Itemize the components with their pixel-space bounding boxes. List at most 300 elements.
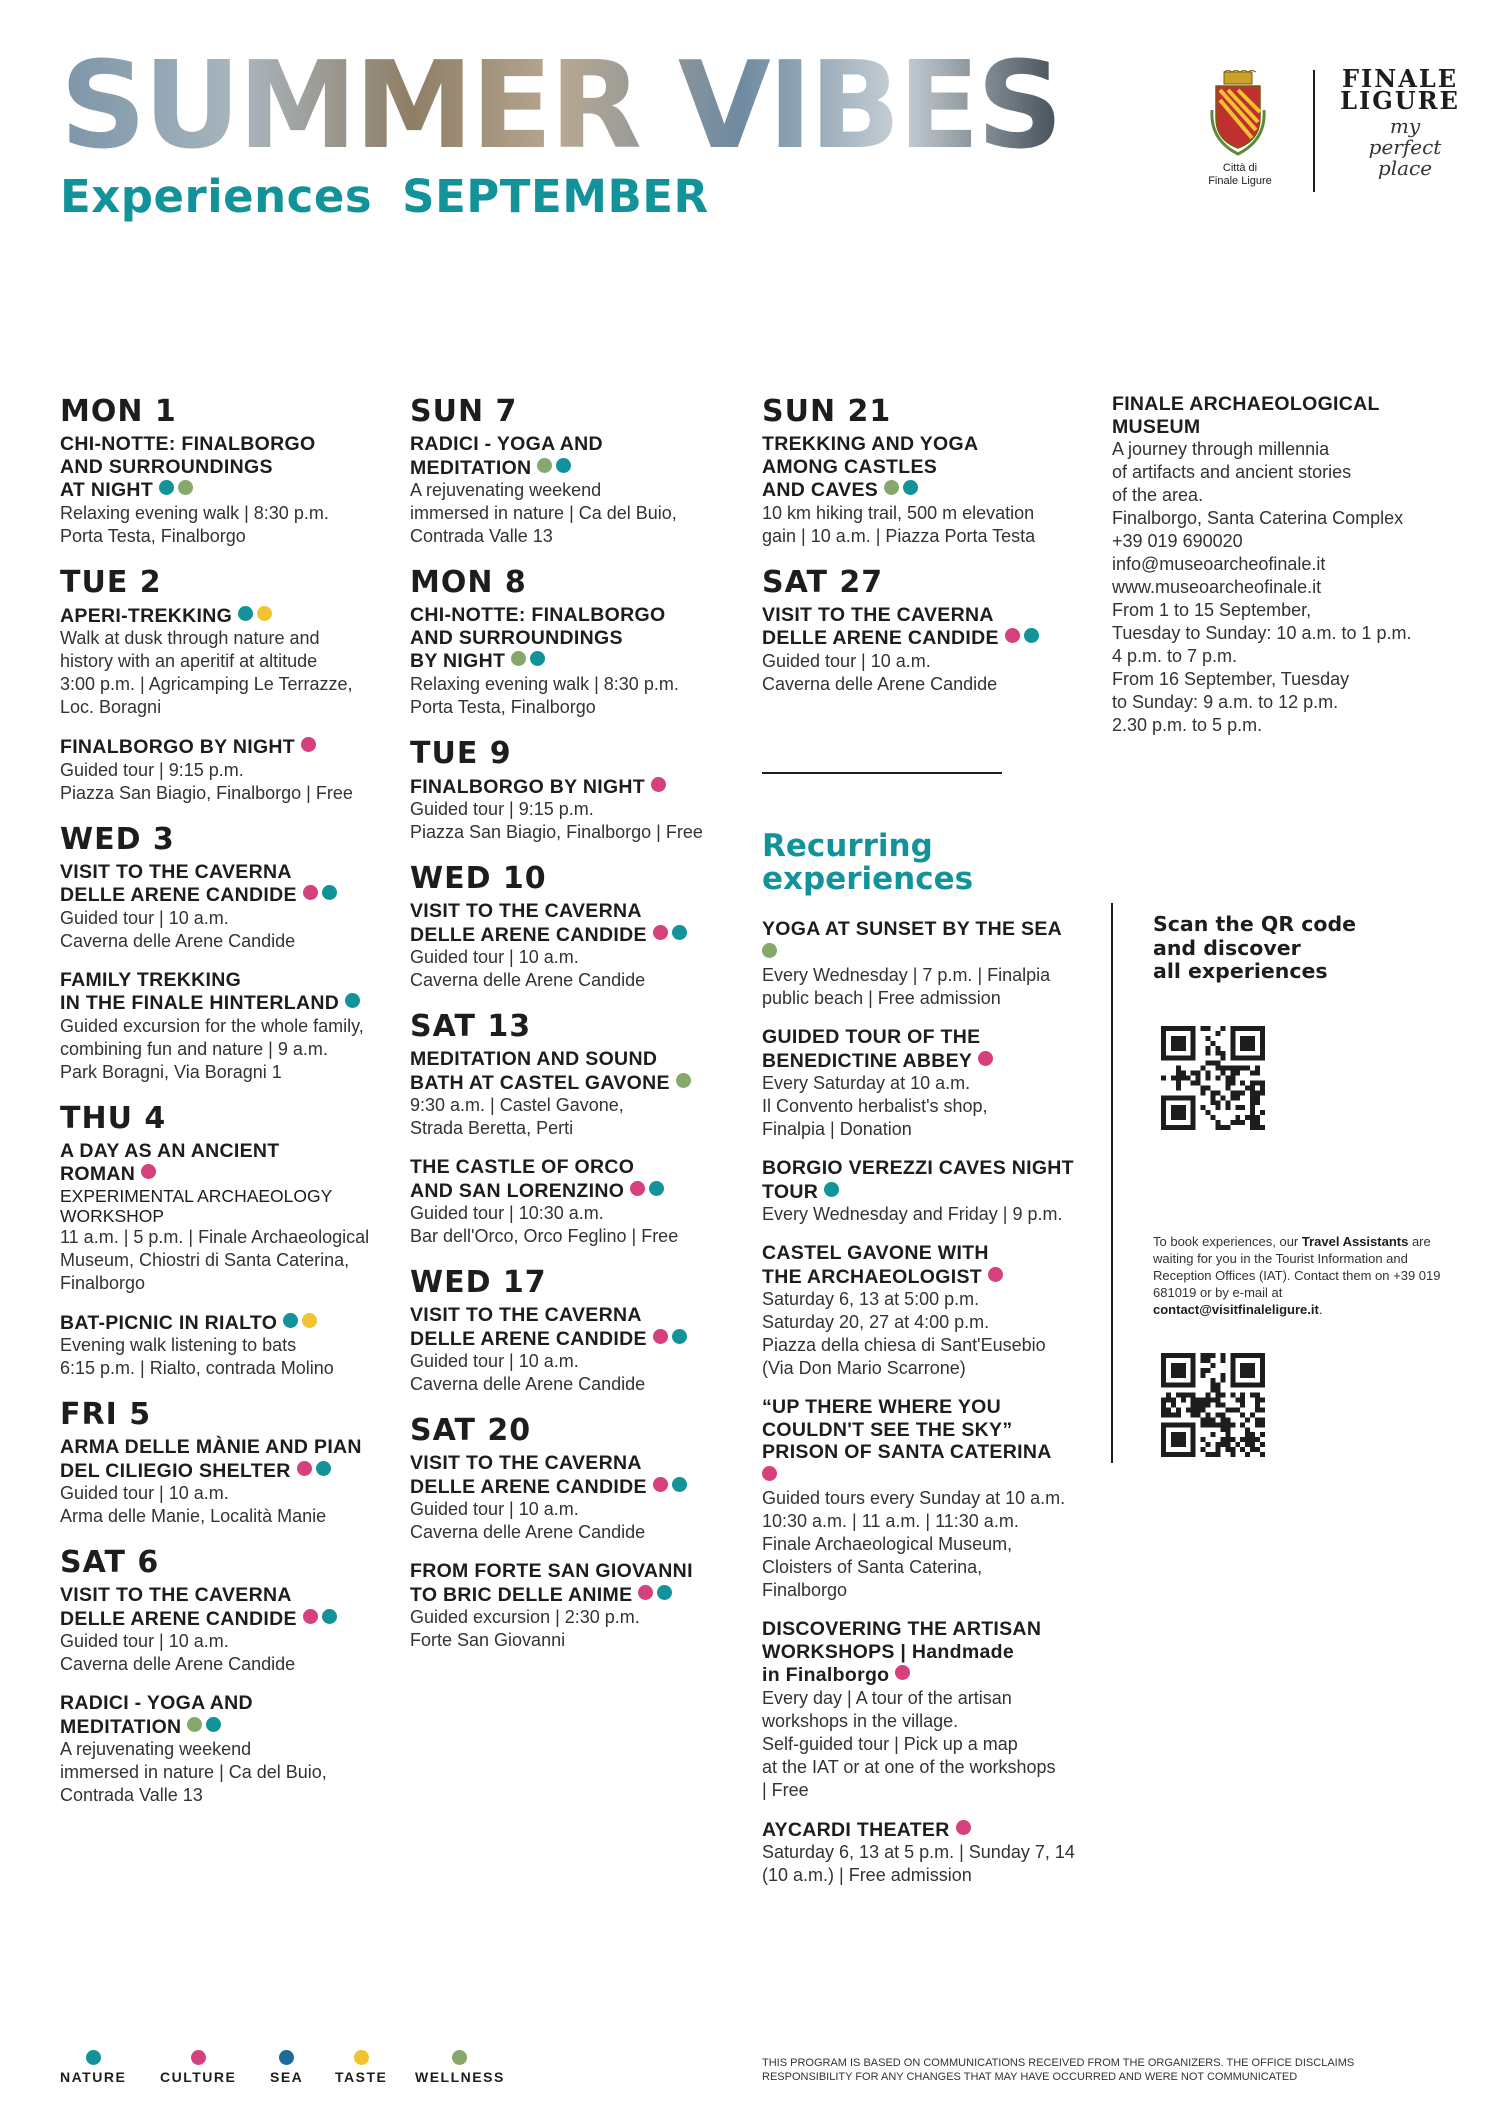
event-title-line: FAMILY TREKKING — [60, 968, 242, 991]
subtitle — [60, 170, 709, 223]
booking-email-link[interactable]: contact@visitfinaleligure.it — [1153, 1302, 1319, 1317]
day-heading: SUN 21 — [762, 394, 892, 429]
event-title-line: GUIDED TOUR OF THE — [762, 1026, 981, 1048]
category-dots — [187, 1715, 225, 1738]
nature-dot — [283, 1313, 298, 1328]
event-detail-line: Bar dell'Orco, Orco Feglino | Free — [410, 1226, 679, 1246]
event-title-line: AMONG CASTLES — [762, 455, 938, 478]
event-title-line: TOUR — [762, 1180, 819, 1203]
event-title-line: IN THE FINALE HINTERLAND — [60, 992, 340, 1014]
event — [60, 1584, 395, 1676]
booking-text: or by e-mail at — [1196, 1285, 1283, 1300]
culture-dot — [651, 777, 666, 792]
event-detail-line: Forte San Giovanni — [410, 1630, 566, 1650]
category-dots — [283, 1311, 321, 1334]
event-title-line: VISIT TO THE CAVERNA — [60, 1584, 292, 1606]
culture-dot — [762, 1466, 777, 1481]
event-details — [762, 1072, 1092, 1141]
event-title-line: VISIT TO THE CAVERNA — [60, 860, 292, 883]
category-dots — [238, 604, 276, 627]
day-heading: SUN 7 — [410, 394, 518, 429]
event-detail-line: 3:00 p.m. | Agricamping Le Terrazze, — [60, 674, 353, 694]
event-detail-line: Contrada Valle 13 — [60, 1785, 203, 1805]
event-detail-line: Every Wednesday | 7 p.m. | Finalpia — [762, 965, 1051, 985]
event-title-line: DELLE ARENE CANDIDE — [410, 923, 647, 946]
event-detail-line: Piazza San Biagio, Finalborgo | Free — [60, 782, 353, 803]
event-title — [60, 1436, 395, 1482]
category-dots — [653, 1327, 691, 1350]
day-heading: SAT 27 — [762, 564, 884, 600]
event-details — [762, 964, 1092, 1010]
event-detail-line: Guided tour | 10 a.m. — [60, 1483, 229, 1503]
category-dots — [345, 991, 364, 1014]
museum-website-link[interactable]: www.museoarcheofinale.it — [1112, 577, 1322, 597]
event-subtitle-line: EXPERIMENTAL ARCHAEOLOGY — [60, 1185, 333, 1206]
event-title — [60, 1584, 395, 1630]
event — [762, 1818, 1092, 1888]
nature-dot — [556, 458, 571, 473]
taste-dot — [354, 2050, 369, 2065]
disclaimer-line: RESPONSIBILITY FOR ANY CHANGES THAT MAY HAVE OCCURRED AND WERE NOT COMMUNICATED — [762, 2071, 1298, 2083]
museum-hours-line: From 1 to 15 September, — [1112, 600, 1312, 620]
qr-code-icon[interactable] — [1161, 1026, 1265, 1130]
event-detail-line: Guided tour | 10 a.m. — [410, 947, 579, 967]
event-details — [60, 1015, 395, 1084]
event-title-line: DELLE ARENE CANDIDE — [762, 627, 999, 649]
event-detail-line: Caverna delle Arene Candide — [60, 1654, 296, 1674]
event-title-line: FROM FORTE SAN GIOVANNI — [410, 1560, 693, 1582]
event-title — [762, 1242, 1092, 1288]
booking-text: . — [1318, 1302, 1323, 1317]
recurring-heading — [762, 830, 973, 896]
legend-label: SEA — [270, 2069, 304, 2085]
event — [762, 1242, 1092, 1380]
event-title — [60, 969, 395, 1015]
event-title-line: VISIT TO THE CAVERNA — [410, 1304, 642, 1326]
event-details — [410, 1606, 750, 1652]
day-heading: TUE 9 — [410, 735, 512, 771]
category-dots — [303, 1607, 341, 1630]
event-title-line: MEDITATION — [60, 1715, 182, 1738]
event — [762, 918, 1092, 1010]
category-dots — [884, 478, 922, 501]
event-details — [60, 1482, 395, 1528]
event-detail-line: Caverna delle Arene Candide — [60, 930, 296, 951]
event-detail-line: Guided tour | 10 a.m. — [60, 1631, 229, 1651]
event-subtitle — [60, 1186, 395, 1226]
event-title-line: RADICI - YOGA AND — [410, 433, 603, 455]
event-detail-line: 10:30 a.m. | 11 a.m. | 11:30 a.m. — [762, 1511, 1019, 1531]
museum-phone: +39 019 690020 — [1112, 531, 1243, 551]
event-details — [762, 1487, 1092, 1602]
event-detail-line: 9:30 a.m. | Castel Gavone, — [410, 1095, 624, 1115]
museum-hours-line: From 16 September, Tuesday — [1112, 669, 1350, 689]
event-title-line: AND CAVES — [762, 479, 879, 501]
crest-caption-line: Città di — [1222, 162, 1258, 174]
event-title-line: APERI-TREKKING — [60, 604, 233, 627]
event-detail-line: Porta Testa, Finalborgo — [60, 525, 246, 546]
museum-hours-line: 2.30 p.m. to 5 p.m. — [1112, 715, 1263, 735]
event-title-line: VISIT TO THE CAVERNA — [410, 900, 642, 922]
wellness-dot — [178, 480, 193, 495]
event-title-line: CHI-NOTTE: FINALBORGO — [60, 433, 316, 455]
museum-detail-line: of artifacts and ancient stories — [1112, 462, 1352, 482]
event-title-line: THE ARCHAEOLOGIST — [762, 1265, 982, 1288]
booking-info — [1153, 1233, 1443, 1318]
category-dots — [824, 1180, 843, 1203]
event — [762, 1618, 1092, 1802]
event-title-line: BENEDICTINE ABBEY — [762, 1049, 973, 1072]
category-dots — [762, 1464, 781, 1487]
event-title — [762, 1618, 1092, 1687]
taste-dot — [257, 606, 272, 621]
event-detail-line: workshops in the village. — [762, 1710, 959, 1731]
event-title — [762, 1157, 1092, 1203]
event — [410, 775, 750, 845]
culture-dot — [303, 1609, 318, 1624]
event-details — [60, 1334, 395, 1380]
event-title-line: MEDITATION AND SOUND — [410, 1048, 658, 1070]
nature-dot — [322, 1609, 337, 1624]
legend-label: CULTURE — [160, 2069, 237, 2085]
event — [410, 1452, 750, 1544]
subtitle-month: SEPTEMBER — [402, 170, 709, 223]
event-detail-line: Saturday 6, 13 at 5 p.m. | Sunday 7, 14 — [762, 1842, 1075, 1862]
event-details — [762, 1288, 1092, 1380]
culture-dot — [303, 885, 318, 900]
event-details — [762, 502, 1092, 548]
legend-label: NATURE — [60, 2069, 127, 2085]
event-title — [410, 1452, 750, 1498]
culture-dot — [191, 2050, 206, 2065]
event-detail-line: Guided excursion | 2:30 p.m. — [410, 1607, 640, 1627]
event-title-line: CHI-NOTTE: FINALBORGO — [410, 604, 666, 626]
event-detail-line: Saturday 20, 27 at 4:00 p.m. — [762, 1312, 990, 1332]
event-detail-line: Every Wednesday and Friday | 9 p.m. — [762, 1204, 1063, 1224]
event-details — [60, 759, 395, 805]
event-title-line: RADICI - YOGA AND — [60, 1692, 253, 1714]
nature-dot — [672, 1329, 687, 1344]
event-detail-line: Caverna delle Arene Candide — [410, 1374, 646, 1394]
recurring-heading-line: experiences — [762, 861, 974, 897]
day-heading: MON 1 — [60, 394, 177, 429]
category-dots — [653, 1475, 691, 1498]
event-detail-line: gain | 10 a.m. | Piazza Porta Testa — [762, 525, 1036, 546]
scan-line: all experiences — [1153, 959, 1328, 983]
event-title-line: MEDITATION — [410, 456, 532, 479]
event-detail-line: Guided tour | 10 a.m. — [410, 1351, 579, 1371]
wellness-dot — [884, 480, 899, 495]
nature-dot — [672, 925, 687, 940]
event-details — [410, 1350, 750, 1396]
event-title-line: ARMA DELLE MÀNIE AND PIAN — [60, 1436, 362, 1458]
event-detail-line: Park Boragni, Via Boragni 1 — [60, 1061, 282, 1082]
event-detail-line: Guided tour | 10 a.m. — [60, 907, 229, 928]
culture-dot — [301, 737, 316, 752]
event-detail-line: Cloisters of Santa Caterina, — [762, 1557, 983, 1577]
museum-title — [1112, 393, 1442, 438]
event — [762, 1157, 1092, 1226]
event-title — [60, 1311, 395, 1335]
event-detail-line: Piazza della chiesa di Sant'Eusebio — [762, 1335, 1046, 1355]
recurring-heading-line: Recurring — [762, 828, 933, 864]
event — [410, 900, 750, 992]
nature-dot — [86, 2050, 101, 2065]
event-detail-line: Saturday 6, 13 at 5:00 p.m. — [762, 1289, 980, 1309]
legend-nature — [60, 2050, 126, 2087]
event-title — [60, 604, 395, 628]
tagline-line: perfect — [1368, 135, 1442, 159]
nature-dot — [316, 1461, 331, 1476]
event-title — [410, 1304, 750, 1350]
event-detail-line: Every Saturday at 10 a.m. — [762, 1073, 971, 1093]
event-detail-line: Arma delle Manie, Località Manie — [60, 1506, 327, 1526]
event-detail-line: A rejuvenating weekend — [410, 480, 602, 500]
day-heading: FRI 5 — [60, 1397, 152, 1432]
event — [762, 433, 1092, 548]
day-heading: SAT 20 — [410, 1413, 532, 1448]
wellness-dot — [187, 1717, 202, 1732]
event-detail-line: 11 a.m. | 5 p.m. | Finale Archaeological — [60, 1226, 370, 1247]
event-title-line: FINALBORGO BY NIGHT — [410, 775, 646, 798]
event — [60, 735, 395, 805]
sea-dot — [279, 2050, 294, 2065]
museum-email-link[interactable]: info@museoarcheofinale.it — [1112, 554, 1326, 574]
event-detail-line: 6:15 p.m. | Rialto, contrada Molino — [60, 1358, 334, 1378]
event-detail-line: history with an aperitif at altitude — [60, 651, 318, 671]
event-details — [60, 502, 395, 548]
event-detail-line: Walk at dusk through nature and — [60, 628, 320, 648]
event — [410, 1560, 750, 1652]
culture-dot — [956, 1820, 971, 1835]
nature-dot — [824, 1182, 839, 1197]
event-details — [762, 1203, 1092, 1226]
culture-dot — [297, 1461, 312, 1476]
nature-dot — [657, 1585, 672, 1600]
event-details — [60, 907, 395, 953]
event-detail-line: Guided tours every Sunday at 10 a.m. — [762, 1488, 1066, 1508]
event — [762, 1396, 1092, 1602]
wellness-dot — [676, 1073, 691, 1088]
booking-phone: +39 019 681019 — [1153, 1268, 1441, 1300]
event-detail-line: Relaxing evening walk | 8:30 p.m. — [60, 502, 329, 523]
event-title-line: THE CASTLE OF ORCO — [410, 1156, 635, 1178]
event — [60, 1436, 395, 1528]
crest-caption-line: Finale Ligure — [1208, 175, 1272, 187]
event-title — [410, 1156, 750, 1202]
culture-dot — [653, 925, 668, 940]
event-title — [410, 1048, 750, 1094]
museum-detail-line: A journey through millennia — [1112, 439, 1330, 459]
event — [60, 969, 395, 1084]
event-detail-line: Guided tour | 9:15 p.m. — [410, 799, 594, 819]
city-crest-icon — [1208, 70, 1268, 158]
event-detail-line: public beach | Free admission — [762, 988, 1001, 1008]
event-title — [762, 1818, 1092, 1842]
column-1 — [60, 395, 395, 1823]
event-title-line: COULDN'T SEE THE SKY” — [762, 1418, 1013, 1441]
booking-highlight: Travel Assistants — [1301, 1234, 1409, 1249]
event-details — [410, 1498, 750, 1544]
event-detail-line: Strada Beretta, Perti — [410, 1118, 574, 1138]
event-title-line: TREKKING AND YOGA — [762, 433, 979, 455]
museum-info — [1112, 393, 1442, 737]
event-title — [410, 604, 750, 673]
event-details — [410, 673, 750, 719]
culture-dot — [638, 1585, 653, 1600]
day-heading: WED 3 — [60, 821, 175, 857]
museum-hours-line: to Sunday: 9 a.m. to 12 p.m. — [1112, 692, 1339, 712]
column-3 — [762, 395, 1092, 712]
event-detail-line: Guided tour | 10 a.m. — [410, 1499, 579, 1519]
museum-title-line: FINALE ARCHAEOLOGICAL — [1112, 393, 1380, 415]
event — [60, 861, 395, 953]
event-detail-line: Guided excursion for the whole family, — [60, 1015, 364, 1036]
tagline-line: my — [1389, 114, 1421, 138]
event-title-line: VISIT TO THE CAVERNA — [410, 1452, 642, 1474]
event-detail-line: Finalborgo — [60, 1272, 146, 1293]
day-heading: WED 17 — [410, 1265, 547, 1300]
brand-logo-name — [1340, 64, 1460, 115]
event-title-line: DISCOVERING THE ARTISAN — [762, 1618, 1042, 1640]
event-title-line: AND SURROUNDINGS — [60, 455, 273, 478]
category-dots — [303, 883, 341, 906]
event-detail-line: Finalborgo — [762, 1580, 848, 1600]
event-detail-line: A rejuvenating weekend — [60, 1739, 252, 1759]
culture-dot — [1005, 628, 1020, 643]
event-details — [410, 798, 750, 844]
vertical-divider — [1111, 903, 1113, 1463]
nature-dot — [322, 885, 337, 900]
event-title-line: BORGIO VEREZZI CAVES NIGHT — [762, 1157, 1074, 1179]
museum-hours-line: Tuesday to Sunday: 10 a.m. to 1 p.m. — [1112, 623, 1412, 643]
event-title-line: AND SAN LORENZINO — [410, 1179, 625, 1202]
event-detail-line: Self-guided tour | Pick up a map — [762, 1733, 1018, 1754]
culture-dot — [653, 1477, 668, 1492]
culture-dot — [978, 1051, 993, 1066]
event-title-line: AT NIGHT — [60, 479, 154, 501]
legend-sea — [270, 2050, 303, 2087]
event-detail-line: Il Convento herbalist's shop, — [762, 1096, 988, 1116]
event-title-line: CASTEL GAVONE WITH — [762, 1242, 989, 1264]
event-detail-line: immersed in nature | Ca del Buio, — [60, 1762, 327, 1782]
event-detail-line: Caverna delle Arene Candide — [410, 1522, 646, 1542]
event — [60, 433, 395, 548]
title-summer-vibes: SUMMER VIBES — [60, 37, 1061, 176]
event-detail-line: Caverna delle Arene Candide — [762, 673, 998, 694]
museum-hours-line: 4 p.m. to 7 p.m. — [1112, 646, 1238, 666]
event-detail-line: immersed in nature | Ca del Buio, — [410, 503, 677, 523]
brand-line: FINALE — [1342, 64, 1458, 93]
legend-label: WELLNESS — [415, 2069, 505, 2085]
category-dots — [638, 1583, 676, 1606]
category-dots — [651, 775, 670, 798]
category-dots — [537, 456, 575, 479]
subtitle-experiences: Experiences — [60, 170, 373, 223]
event-title — [762, 918, 1092, 964]
day-heading: MON 8 — [410, 565, 527, 600]
event-title-line: A DAY AS AN ANCIENT — [60, 1139, 280, 1162]
wellness-dot — [511, 651, 526, 666]
category-dots — [630, 1179, 668, 1202]
category-dots — [301, 735, 320, 758]
disclaimer — [762, 2056, 1422, 2084]
event-detail-line: at the IAT or at one of the workshops — [762, 1756, 1056, 1777]
category-dots — [676, 1071, 695, 1094]
qr-code-icon[interactable] — [1161, 1353, 1265, 1457]
event-subtitle-line: WORKSHOP — [60, 1205, 165, 1226]
event-title-line: BY NIGHT — [410, 650, 506, 672]
event-title-line: BATH AT CASTEL GAVONE — [410, 1071, 670, 1094]
legend-culture — [160, 2050, 236, 2087]
event — [60, 1692, 395, 1807]
event-title-line: TO BRIC DELLE ANIME — [410, 1583, 633, 1606]
museum-detail-line: of the area. — [1112, 485, 1204, 505]
event-details — [410, 1094, 750, 1140]
event-title-line: WORKSHOPS | Handmade — [762, 1640, 1014, 1663]
event-details — [762, 650, 1092, 696]
event-title-line: DELLE ARENE CANDIDE — [60, 1607, 297, 1630]
disclaimer-line: THIS PROGRAM IS BASED ON COMMUNICATIONS RECEIVED FROM THE ORGANIZERS. THE OFFICE DISCLAIMS — [762, 2057, 1355, 2069]
event-title-line: DELLE ARENE CANDIDE — [410, 1475, 647, 1498]
crest-caption — [1190, 162, 1290, 188]
day-heading: SAT 13 — [410, 1009, 532, 1044]
booking-text: are waiting for you in the Tourist Information and Reception Offices (IAT). Contact them on — [1153, 1234, 1431, 1283]
event-title-line: BAT-PICNIC IN RIALTO — [60, 1311, 278, 1334]
nature-dot — [1024, 628, 1039, 643]
wellness-dot — [762, 943, 777, 958]
event-details — [410, 479, 750, 548]
event-detail-line: Caverna delle Arene Candide — [410, 970, 646, 990]
brand-line: LIGURE — [1340, 86, 1460, 115]
category-dots — [653, 923, 691, 946]
event-title — [410, 433, 750, 479]
nature-dot — [649, 1181, 664, 1196]
event-title — [60, 735, 395, 759]
event-title-line: YOGA AT SUNSET BY THE SEA — [762, 918, 1063, 940]
event-detail-line: Piazza San Biagio, Finalborgo | Free — [410, 822, 703, 842]
event-title-line: DELLE ARENE CANDIDE — [410, 1327, 647, 1350]
event-detail-line: Loc. Boragni — [60, 697, 162, 717]
event-detail-line: Guided tour | 10 a.m. — [762, 650, 931, 671]
event-title — [762, 604, 1092, 650]
nature-dot — [672, 1477, 687, 1492]
event-detail-line: Guided tour | 9:15 p.m. — [60, 759, 244, 780]
event-title-line: in Finalborgo — [762, 1664, 890, 1686]
event — [762, 604, 1092, 696]
event-title — [410, 1560, 750, 1606]
event-detail-line: (Via Don Mario Scarrone) — [762, 1358, 966, 1378]
event — [410, 604, 750, 719]
day-heading: WED 10 — [410, 861, 547, 896]
scan-qr-callout — [1153, 913, 1356, 984]
category-dots — [141, 1162, 160, 1185]
nature-dot — [238, 606, 253, 621]
event — [60, 1311, 395, 1381]
tagline-line: place — [1377, 156, 1433, 180]
category-dots — [978, 1049, 997, 1072]
event-title — [60, 433, 395, 502]
event-details — [60, 627, 395, 719]
event — [410, 433, 750, 548]
event-title — [60, 1692, 395, 1738]
event-title — [60, 1140, 395, 1186]
category-dots — [297, 1459, 335, 1482]
event-detail-line: Finale Archaeological Museum, — [762, 1534, 1013, 1554]
event-detail-line: Contrada Valle 13 — [410, 526, 553, 546]
event-detail-line: | Free — [762, 1779, 809, 1800]
column-2 — [410, 395, 750, 1668]
